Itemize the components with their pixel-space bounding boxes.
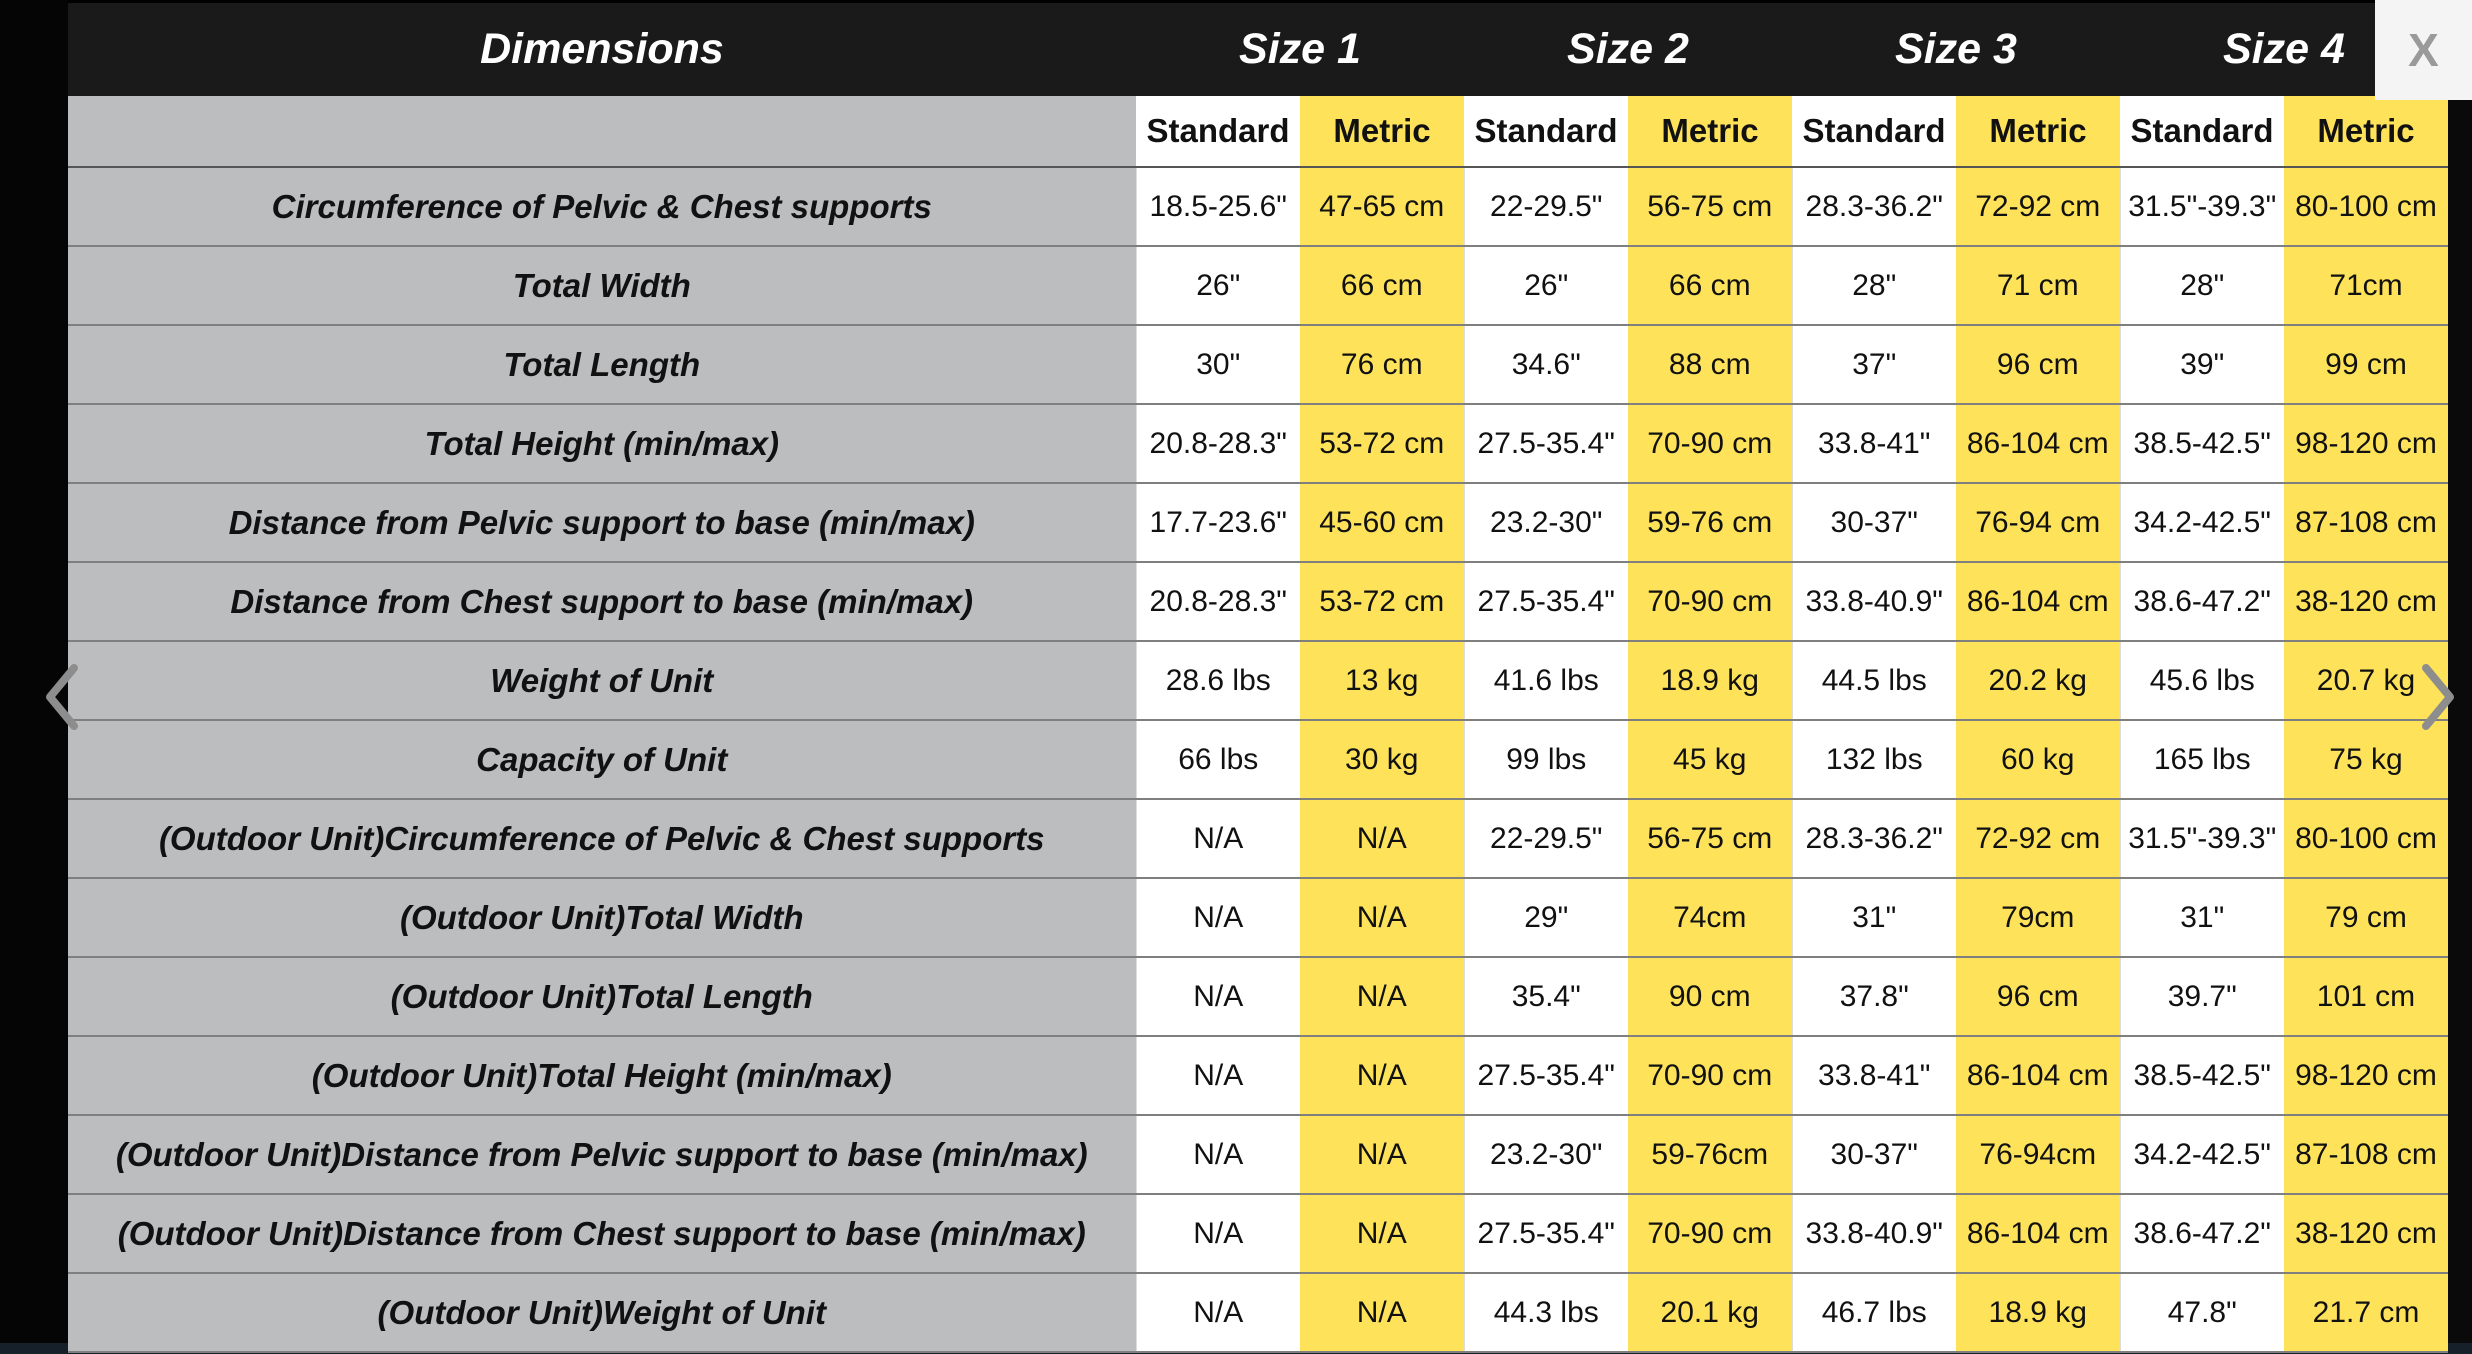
metric-value-cell: 99 cm <box>2284 325 2448 404</box>
unit-header-standard: Standard <box>1792 96 1956 167</box>
row-label: Capacity of Unit <box>68 720 1136 799</box>
metric-value-cell: 38-120 cm <box>2284 1194 2448 1273</box>
standard-value-cell: 28.3-36.2" <box>1792 799 1956 878</box>
standard-value-cell: 33.8-41" <box>1792 404 1956 483</box>
metric-value-cell: 18.9 kg <box>1956 1273 2120 1352</box>
standard-value-cell: 39.7" <box>2120 957 2284 1036</box>
standard-value-cell: 29" <box>1464 878 1628 957</box>
unit-header-metric: Metric <box>1300 96 1464 167</box>
unit-header-standard: Standard <box>2120 96 2284 167</box>
standard-value-cell: 31" <box>2120 878 2284 957</box>
metric-value-cell: N/A <box>1300 1194 1464 1273</box>
metric-value-cell: 76 cm <box>1300 325 1464 404</box>
metric-value-cell: 70-90 cm <box>1628 1194 1792 1273</box>
chevron-right-icon <box>2418 662 2458 732</box>
metric-value-cell: 87-108 cm <box>2284 1115 2448 1194</box>
standard-value-cell: 44.5 lbs <box>1792 641 1956 720</box>
standard-value-cell: 28.6 lbs <box>1136 641 1300 720</box>
metric-value-cell: 86-104 cm <box>1956 1036 2120 1115</box>
standard-value-cell: 27.5-35.4" <box>1464 562 1628 641</box>
standard-value-cell: N/A <box>1136 1194 1300 1273</box>
standard-value-cell: 33.8-40.9" <box>1792 562 1956 641</box>
unit-header-standard: Standard <box>1464 96 1628 167</box>
table-row <box>68 167 2448 246</box>
metric-value-cell: 13 kg <box>1300 641 1464 720</box>
table-row <box>68 404 2448 483</box>
standard-value-cell: 17.7-23.6" <box>1136 483 1300 562</box>
size-2-header: Size 2 <box>1464 3 1792 96</box>
metric-value-cell: 60 kg <box>1956 720 2120 799</box>
metric-value-cell: 74cm <box>1628 878 1792 957</box>
row-label: (Outdoor Unit)Circumference of Pelvic & Chest supports <box>68 799 1136 878</box>
metric-value-cell: 66 cm <box>1628 246 1792 325</box>
metric-value-cell: N/A <box>1300 799 1464 878</box>
standard-value-cell: 26" <box>1464 246 1628 325</box>
row-label: (Outdoor Unit)Distance from Chest support to base (min/max) <box>68 1194 1136 1273</box>
standard-value-cell: 28" <box>2120 246 2284 325</box>
metric-value-cell: 79cm <box>1956 878 2120 957</box>
unit-header-blank <box>68 96 1136 167</box>
row-label: Circumference of Pelvic & Chest supports <box>68 167 1136 246</box>
previous-button[interactable] <box>32 662 92 732</box>
table-row <box>68 878 2448 957</box>
standard-value-cell: 27.5-35.4" <box>1464 404 1628 483</box>
standard-value-cell: 30-37" <box>1792 1115 1956 1194</box>
standard-value-cell: 30" <box>1136 325 1300 404</box>
standard-value-cell: 28.3-36.2" <box>1792 167 1956 246</box>
unit-header-metric: Metric <box>1956 96 2120 167</box>
metric-value-cell: 101 cm <box>2284 957 2448 1036</box>
table-row <box>68 1194 2448 1273</box>
standard-value-cell: 33.8-41" <box>1792 1036 1956 1115</box>
standard-value-cell: 23.2-30" <box>1464 483 1628 562</box>
row-label: Total Length <box>68 325 1136 404</box>
metric-value-cell: 86-104 cm <box>1956 1194 2120 1273</box>
table-row <box>68 483 2448 562</box>
standard-value-cell: 34.2-42.5" <box>2120 483 2284 562</box>
unit-header-row <box>68 96 2448 167</box>
metric-value-cell: 20.2 kg <box>1956 641 2120 720</box>
table-row <box>68 799 2448 878</box>
metric-value-cell: 96 cm <box>1956 957 2120 1036</box>
standard-value-cell: 66 lbs <box>1136 720 1300 799</box>
standard-value-cell: 27.5-35.4" <box>1464 1194 1628 1273</box>
table-row <box>68 641 2448 720</box>
metric-value-cell: 72-92 cm <box>1956 799 2120 878</box>
row-label: (Outdoor Unit)Weight of Unit <box>68 1273 1136 1352</box>
metric-value-cell: 53-72 cm <box>1300 404 1464 483</box>
standard-value-cell: N/A <box>1136 957 1300 1036</box>
metric-value-cell: N/A <box>1300 1115 1464 1194</box>
standard-value-cell: 41.6 lbs <box>1464 641 1628 720</box>
close-button[interactable]: X <box>2375 0 2472 100</box>
standard-value-cell: 47.8" <box>2120 1273 2284 1352</box>
standard-value-cell: 34.6" <box>1464 325 1628 404</box>
metric-value-cell: 71cm <box>2284 246 2448 325</box>
standard-value-cell: 20.8-28.3" <box>1136 404 1300 483</box>
table-row <box>68 1115 2448 1194</box>
standard-value-cell: 38.5-42.5" <box>2120 404 2284 483</box>
metric-value-cell: 71 cm <box>1956 246 2120 325</box>
table-row <box>68 1036 2448 1115</box>
metric-value-cell: 72-92 cm <box>1956 167 2120 246</box>
unit-header-standard: Standard <box>1136 96 1300 167</box>
standard-value-cell: 27.5-35.4" <box>1464 1036 1628 1115</box>
standard-value-cell: 28" <box>1792 246 1956 325</box>
standard-value-cell: 18.5-25.6" <box>1136 167 1300 246</box>
metric-value-cell: 75 kg <box>2284 720 2448 799</box>
metric-value-cell: 56-75 cm <box>1628 167 1792 246</box>
standard-value-cell: N/A <box>1136 799 1300 878</box>
next-button[interactable] <box>2408 662 2468 732</box>
standard-value-cell: 34.2-42.5" <box>2120 1115 2284 1194</box>
standard-value-cell: 38.6-47.2" <box>2120 562 2284 641</box>
size-4-header: Size 4 <box>2120 3 2448 96</box>
row-label: Weight of Unit <box>68 641 1136 720</box>
metric-value-cell: 86-104 cm <box>1956 404 2120 483</box>
metric-value-cell: 20.1 kg <box>1628 1273 1792 1352</box>
standard-value-cell: 132 lbs <box>1792 720 1956 799</box>
table-row <box>68 325 2448 404</box>
metric-value-cell: 30 kg <box>1300 720 1464 799</box>
metric-value-cell: 70-90 cm <box>1628 1036 1792 1115</box>
standard-value-cell: N/A <box>1136 878 1300 957</box>
metric-value-cell: 20.7 kg <box>2284 641 2448 720</box>
metric-value-cell: 21.7 cm <box>2284 1273 2448 1352</box>
metric-value-cell: 47-65 cm <box>1300 167 1464 246</box>
metric-value-cell: 76-94 cm <box>1956 483 2120 562</box>
metric-value-cell: 45-60 cm <box>1300 483 1464 562</box>
metric-value-cell: 70-90 cm <box>1628 404 1792 483</box>
standard-value-cell: 22-29.5" <box>1464 799 1628 878</box>
metric-value-cell: 70-90 cm <box>1628 562 1792 641</box>
metric-value-cell: 18.9 kg <box>1628 641 1792 720</box>
metric-value-cell: 59-76cm <box>1628 1115 1792 1194</box>
standard-value-cell: 46.7 lbs <box>1792 1273 1956 1352</box>
standard-value-cell: 38.6-47.2" <box>2120 1194 2284 1273</box>
metric-value-cell: 59-76 cm <box>1628 483 1792 562</box>
metric-value-cell: 98-120 cm <box>2284 1036 2448 1115</box>
row-label: (Outdoor Unit)Distance from Pelvic support to base (min/max) <box>68 1115 1136 1194</box>
standard-value-cell: 37" <box>1792 325 1956 404</box>
standard-value-cell: 20.8-28.3" <box>1136 562 1300 641</box>
standard-value-cell: 30-37" <box>1792 483 1956 562</box>
row-label: Total Height (min/max) <box>68 404 1136 483</box>
metric-value-cell: 98-120 cm <box>2284 404 2448 483</box>
standard-value-cell: 31.5"-39.3" <box>2120 167 2284 246</box>
chevron-left-icon <box>42 662 82 732</box>
unit-header-metric: Metric <box>1628 96 1792 167</box>
size-chart-table <box>68 3 2448 1353</box>
metric-value-cell: 88 cm <box>1628 325 1792 404</box>
metric-value-cell: 45 kg <box>1628 720 1792 799</box>
dimensions-header: Dimensions <box>68 3 1136 96</box>
metric-value-cell: 87-108 cm <box>2284 483 2448 562</box>
standard-value-cell: 44.3 lbs <box>1464 1273 1628 1352</box>
table-row <box>68 957 2448 1036</box>
row-label: Distance from Pelvic support to base (min/max) <box>68 483 1136 562</box>
metric-value-cell: 56-75 cm <box>1628 799 1792 878</box>
standard-value-cell: 45.6 lbs <box>2120 641 2284 720</box>
table-row <box>68 562 2448 641</box>
standard-value-cell: 39" <box>2120 325 2284 404</box>
standard-value-cell: 37.8" <box>1792 957 1956 1036</box>
metric-value-cell: 38-120 cm <box>2284 562 2448 641</box>
metric-value-cell: 66 cm <box>1300 246 1464 325</box>
standard-value-cell: 35.4" <box>1464 957 1628 1036</box>
metric-value-cell: 90 cm <box>1628 957 1792 1036</box>
metric-value-cell: 96 cm <box>1956 325 2120 404</box>
row-label: (Outdoor Unit)Total Width <box>68 878 1136 957</box>
table-row <box>68 720 2448 799</box>
standard-value-cell: 99 lbs <box>1464 720 1628 799</box>
table-row <box>68 1273 2448 1352</box>
standard-value-cell: N/A <box>1136 1273 1300 1352</box>
metric-value-cell: N/A <box>1300 878 1464 957</box>
row-label: (Outdoor Unit)Total Height (min/max) <box>68 1036 1136 1115</box>
standard-value-cell: 33.8-40.9" <box>1792 1194 1956 1273</box>
metric-value-cell: 80-100 cm <box>2284 167 2448 246</box>
standard-value-cell: 31.5"-39.3" <box>2120 799 2284 878</box>
metric-value-cell: N/A <box>1300 1273 1464 1352</box>
standard-value-cell: 23.2-30" <box>1464 1115 1628 1194</box>
metric-value-cell: 53-72 cm <box>1300 562 1464 641</box>
size-1-header: Size 1 <box>1136 3 1464 96</box>
standard-value-cell: 22-29.5" <box>1464 167 1628 246</box>
metric-value-cell: N/A <box>1300 957 1464 1036</box>
table-row <box>68 246 2448 325</box>
metric-value-cell: N/A <box>1300 1036 1464 1115</box>
row-label: Distance from Chest support to base (min/max) <box>68 562 1136 641</box>
size-3-header: Size 3 <box>1792 3 2120 96</box>
row-label: (Outdoor Unit)Total Length <box>68 957 1136 1036</box>
standard-value-cell: 26" <box>1136 246 1300 325</box>
metric-value-cell: 80-100 cm <box>2284 799 2448 878</box>
standard-value-cell: N/A <box>1136 1115 1300 1194</box>
metric-value-cell: 86-104 cm <box>1956 562 2120 641</box>
standard-value-cell: 165 lbs <box>2120 720 2284 799</box>
standard-value-cell: 31" <box>1792 878 1956 957</box>
unit-header-metric: Metric <box>2284 96 2448 167</box>
metric-value-cell: 76-94cm <box>1956 1115 2120 1194</box>
standard-value-cell: N/A <box>1136 1036 1300 1115</box>
row-label: Total Width <box>68 246 1136 325</box>
standard-value-cell: 38.5-42.5" <box>2120 1036 2284 1115</box>
size-header-row <box>68 3 2448 96</box>
metric-value-cell: 79 cm <box>2284 878 2448 957</box>
